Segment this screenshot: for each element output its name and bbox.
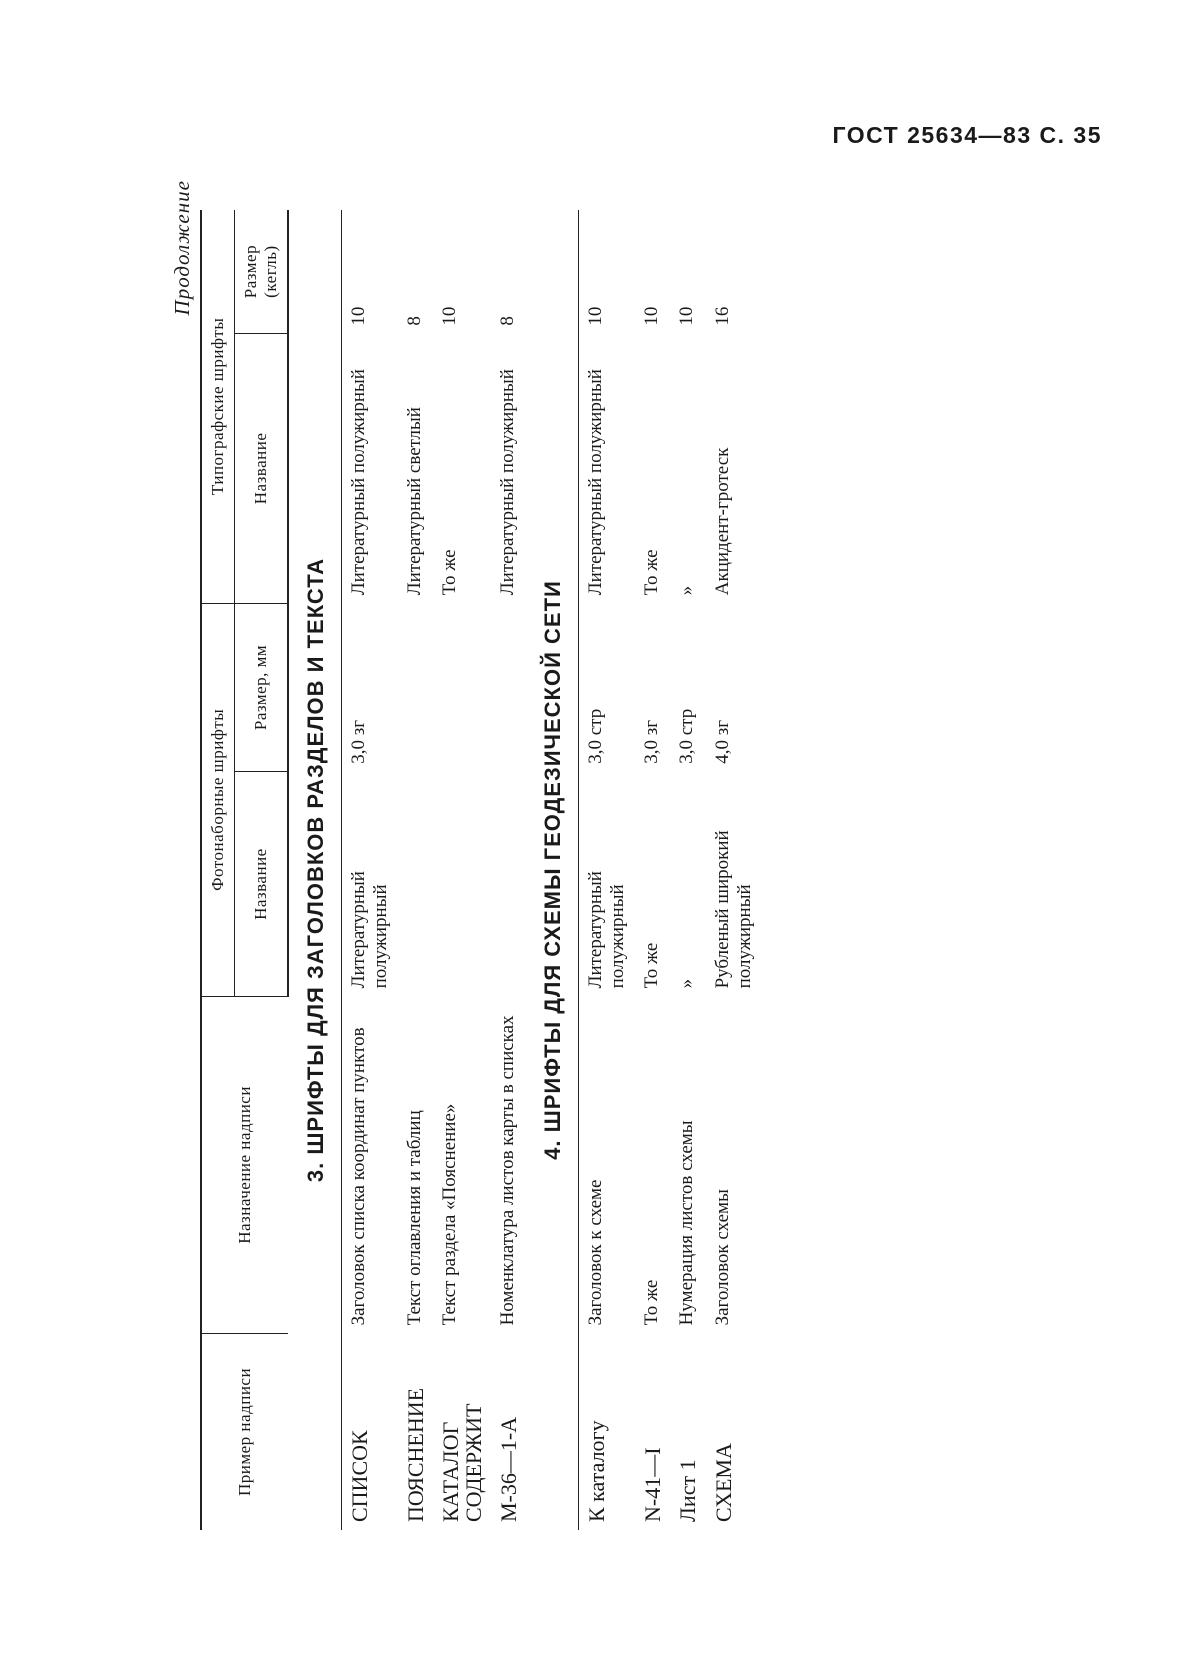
table-row <box>635 210 670 1530</box>
col-header-photo-size: Размер, мм <box>235 603 289 772</box>
col-header-typo-group: Типографские шрифты <box>201 210 235 603</box>
example-cell: СПИСОК <box>347 1430 372 1522</box>
photo-size-cell <box>398 603 433 772</box>
photo-name-cell <box>491 772 526 997</box>
typo-name-cell: Литературный полужирный <box>348 369 369 596</box>
photo-name-cell: » <box>676 978 698 989</box>
photo-size-cell: 4,0 зг <box>711 719 733 764</box>
typo-name-cell: То же <box>641 549 663 596</box>
purpose-cell: Текст оглавления и таблиц <box>404 1110 425 1326</box>
example-cell: Лист 1 <box>675 1459 701 1522</box>
photo-name-cell: То же <box>641 942 663 989</box>
typo-name-cell: Литературный светлый <box>404 407 425 596</box>
page-header: ГОСТ 25634—83 С. 35 <box>832 122 1102 148</box>
photo-size-cell: 3,0 зг <box>348 719 369 764</box>
rotated-table-area <box>170 180 1030 1530</box>
example-cell: КАТАЛОГ СОДЕРЖИТ <box>438 1403 487 1522</box>
photo-size-cell: 3,0 стр <box>676 708 698 764</box>
photo-name-cell: Литературный полужирный <box>585 871 629 989</box>
purpose-cell: Заголовок списка координат пунктов <box>348 1027 369 1326</box>
typo-size-cell: 10 <box>641 306 663 326</box>
typo-size-cell: 10 <box>585 306 607 326</box>
typo-name-cell: » <box>676 585 698 596</box>
photo-name-cell <box>398 772 433 997</box>
col-header-photo-group: Фотонаборные шрифты <box>201 603 235 996</box>
fonts-table <box>200 210 762 1530</box>
photo-size-cell <box>433 603 491 772</box>
table-row <box>706 210 762 1530</box>
table-row <box>342 210 399 1530</box>
typo-name-cell: Литературный полужирный <box>585 369 607 596</box>
example-cell: М-36—1-А <box>496 1416 522 1522</box>
typo-name-cell: Литературный полужирный <box>497 369 519 596</box>
typo-name-cell: То же <box>439 549 461 596</box>
photo-name-cell <box>433 772 491 997</box>
purpose-cell: Заголовок к схеме <box>585 1179 607 1326</box>
col-header-typo-size: Размер (кегль) <box>235 210 289 334</box>
typo-name-cell: Акцидент-гротеск <box>711 447 733 596</box>
col-header-photo-name: Название <box>235 772 289 997</box>
col-header-purpose: Назначение надписи <box>201 996 288 1333</box>
section-4 <box>526 210 761 1530</box>
section-3 <box>288 210 526 1530</box>
typo-size-cell: 8 <box>497 316 519 326</box>
purpose-cell: Заголовок схемы <box>711 1189 733 1326</box>
col-header-example: Пример надписи <box>201 1333 288 1530</box>
typo-size-cell: 10 <box>439 306 461 326</box>
photo-name-cell: Литературный полужирный <box>348 871 391 989</box>
section-title: 3. ШРИФТЫ ДЛЯ ЗАГОЛОВКОВ РАЗДЕЛОВ И ТЕКСТА <box>303 557 328 1183</box>
table-row <box>491 210 526 1530</box>
col-header-typo-name: Название <box>235 334 289 604</box>
purpose-cell: Нумерация листов схемы <box>676 1120 698 1326</box>
example-cell: ПОЯСНЕНИЕ <box>403 1387 428 1522</box>
example-cell: СХЕМА <box>710 1443 736 1522</box>
table-row <box>670 210 705 1530</box>
purpose-cell: Текст раздела «Пояснение» <box>439 1103 461 1326</box>
typo-size-cell: 16 <box>711 306 733 326</box>
purpose-cell: То же <box>641 1279 663 1326</box>
photo-size-cell: 3,0 стр <box>585 708 607 764</box>
table-row <box>433 210 491 1530</box>
photo-size-cell: 3,0 зг <box>641 719 663 764</box>
example-cell: N-41—I <box>640 1447 666 1522</box>
table-row <box>579 210 636 1530</box>
typo-size-cell: 8 <box>404 316 425 326</box>
example-cell: К каталогу <box>584 1420 610 1522</box>
purpose-cell: Номенклатура листов карты в списках <box>497 1015 519 1326</box>
photo-name-cell: Рубленый широкий полужирный <box>711 830 755 989</box>
typo-size-cell: 10 <box>348 306 369 326</box>
section-title: 4. ШРИФТЫ ДЛЯ СХЕМЫ ГЕОДЕЗИЧЕСКОЙ СЕТИ <box>540 580 566 1160</box>
continued-label: Продолжение <box>170 180 194 316</box>
photo-size-cell <box>491 603 526 772</box>
typo-size-cell: 10 <box>676 306 698 326</box>
table-row <box>398 210 433 1530</box>
